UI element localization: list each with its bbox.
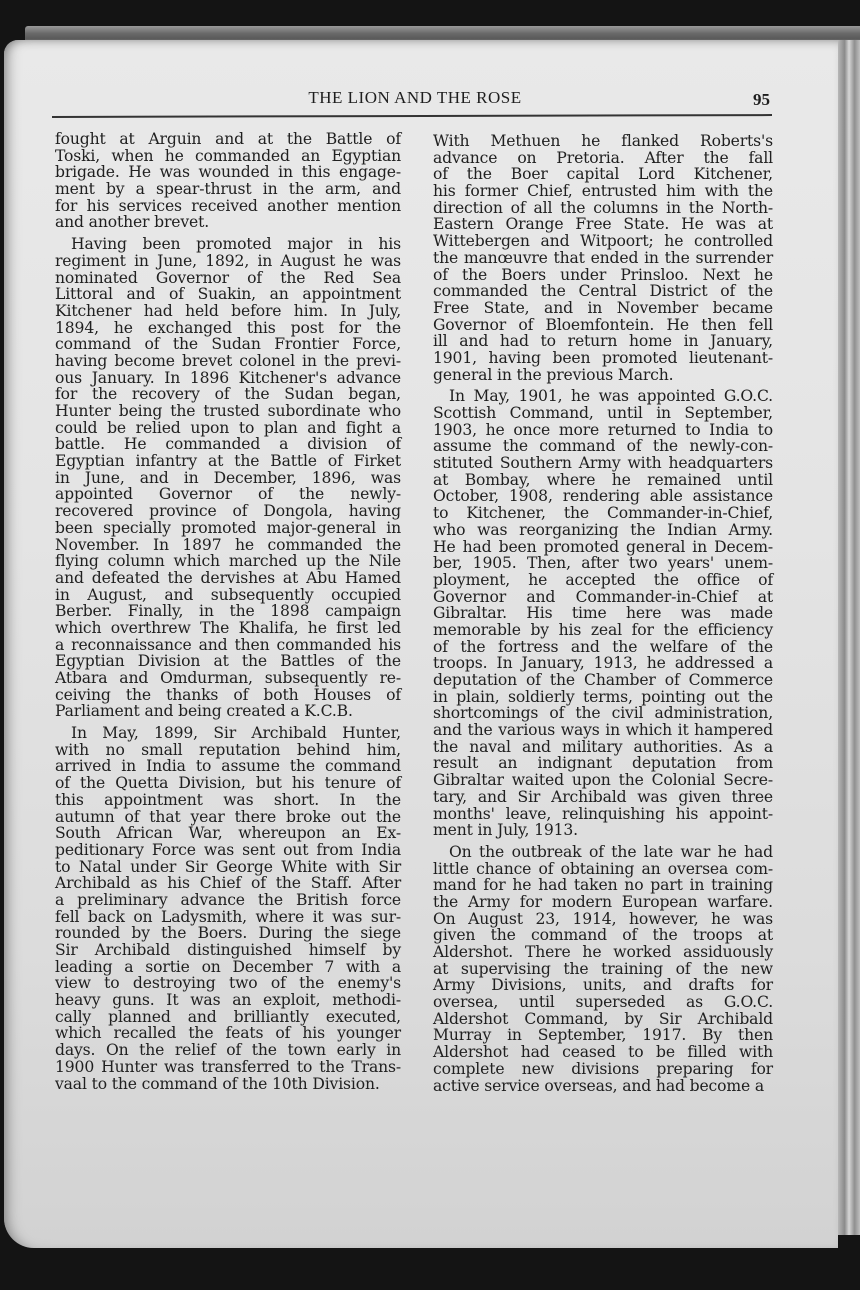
text-line: 1900 Hunter was transferred to the Trans- <box>55 1057 401 1076</box>
text-line: tary, and Sir Archibald was given three <box>433 787 773 806</box>
text-line: having become brevet colonel in the previ- <box>55 351 401 370</box>
paragraph <box>55 131 401 231</box>
text-line: ment by a spear-thrust in the arm, and <box>55 180 401 199</box>
text-line: months' leave, relinquishing his appoint- <box>433 804 773 823</box>
text-line: in August, and subsequently occupied <box>55 585 401 604</box>
text-line: heavy guns. It was an exploit, methodi- <box>55 991 401 1010</box>
text-line: He had been promoted general in Decem- <box>433 537 773 556</box>
text-line: of the Boer capital Lord Kitchener, <box>433 165 773 184</box>
text-line: of the fortress and the welfare of the <box>433 637 773 656</box>
text-line: appointed Governor of the newly- <box>55 485 401 504</box>
text-line: deputation of the Chamber of Commerce <box>433 671 773 689</box>
text-line: Egyptian infantry at the Battle of Firket <box>55 452 401 471</box>
text-line: shortcomings of the civil administration, <box>433 704 773 723</box>
text-line: peditionary Force was sent out from India <box>55 840 401 859</box>
text-line: active service overseas, and had become a <box>433 1076 765 1095</box>
text-line: fell back on Ladysmith, where it was sur- <box>55 907 401 926</box>
text-line: little chance of obtaining an oversea com- <box>433 859 773 878</box>
text-line: battle. He commanded a division of <box>55 435 401 454</box>
text-line: vaal to the command of the 10th Division. <box>55 1074 380 1093</box>
text-line: Eastern Orange Free State. He was at <box>433 215 773 234</box>
page-number: 95 <box>753 90 770 109</box>
text-line: with no small reputation behind him, <box>55 740 401 759</box>
text-line: 1901, having been promoted lieutenant- <box>433 348 773 367</box>
text-line: of the Quetta Division, but his tenure of <box>55 774 401 793</box>
text-line: commanded the Central District of the <box>433 282 773 301</box>
text-line: Toski, when he commanded an Egyptian <box>55 146 401 165</box>
text-line: In May, 1901, he was appointed G.O.C. <box>449 387 773 406</box>
text-line: Atbara and Omdurman, subsequently re- <box>55 669 401 687</box>
text-line: which recalled the feats of his younger <box>55 1024 401 1043</box>
text-line: his former Chief, entrusted him with the <box>433 182 773 201</box>
text-line: result an indignant deputation from <box>433 754 773 773</box>
text-line: a preliminary advance the British force <box>55 890 401 909</box>
text-line: Hunter being the trusted subordinate who <box>55 402 401 420</box>
book-page-edges <box>838 40 860 1235</box>
text-line: Berber. Finally, in the 1898 campaign <box>55 602 401 621</box>
text-line: for the recovery of the Sudan began, <box>55 385 401 404</box>
text-line: 1903, he once more returned to India to <box>433 420 773 439</box>
text-line: command of the Sudan Frontier Force, <box>55 335 401 354</box>
text-line: recovered province of Dongola, having <box>55 502 401 521</box>
text-line: rounded by the Boers. During the siege <box>55 924 401 943</box>
text-line: Sir Archibald distinguished himself by <box>55 941 401 959</box>
text-line: November. In 1897 he commanded the <box>55 535 401 554</box>
running-title: THE LION AND THE ROSE <box>308 88 522 107</box>
text-line: Wittebergen and Witpoort; he controlled <box>433 232 773 251</box>
text-line: troops. In January, 1913, he addressed a <box>433 654 773 673</box>
text-line: which overthrew The Khalifa, he first led <box>55 618 401 637</box>
paragraph <box>433 844 773 1094</box>
text-line: days. On the relief of the town early in <box>55 1041 401 1060</box>
text-line: mand for he had taken no part in training <box>433 876 773 895</box>
text-line: Free State, and in November became <box>433 298 773 317</box>
text-line: October, 1908, rendering able assistance <box>433 487 773 506</box>
text-line: 1894, he exchanged this post for the <box>55 318 401 337</box>
text-line: at supervising the training of the new <box>433 959 773 978</box>
text-line: to Natal under Sir George White with Sir <box>55 857 401 876</box>
text-line: Governor of Bloemfontein. He then fell <box>433 315 773 334</box>
text-line: Egyptian Division at the Battles of the <box>55 652 401 671</box>
text-line: With Methuen he flanked Roberts's <box>433 132 773 150</box>
text-line: memorable by his zeal for the efficiency <box>433 620 773 639</box>
text-line: in June, and in December, 1896, was <box>55 468 401 487</box>
text-line: for his services received another mention <box>55 196 401 215</box>
text-line: assume the command of the newly-con- <box>433 437 773 456</box>
text-line: On August 23, 1914, however, he was <box>433 909 773 928</box>
text-line: ill and had to return home in January, <box>433 332 773 351</box>
right-column <box>433 133 773 1094</box>
text-line: at Bombay, where he remained until <box>433 470 773 489</box>
text-line: complete new divisions preparing for <box>433 1059 773 1078</box>
text-line: Aldershot had ceased to be filled with <box>433 1043 773 1062</box>
text-line: general in the previous March. <box>433 365 674 384</box>
text-line: in plain, soldierly terms, pointing out the <box>433 687 773 706</box>
text-line: autumn of that year there broke out the <box>55 807 401 826</box>
text-line: leading a sortie on December 7 with a <box>55 957 401 976</box>
text-line: ceiving the thanks of both Houses of <box>55 685 401 704</box>
text-line: nominated Governor of the Red Sea <box>55 268 401 287</box>
text-line: direction of all the columns in the North- <box>433 198 773 217</box>
text-line: cally planned and brilliantly executed, <box>55 1007 401 1026</box>
text-line: to Kitchener, the Commander-in-Chief, <box>433 504 773 523</box>
text-line: been specially promoted major-general in <box>55 518 401 537</box>
left-column <box>55 131 401 1092</box>
text-line: Archibald as his Chief of the Staff. After <box>55 874 401 893</box>
text-line: arrived in India to assume the command <box>55 757 401 776</box>
text-line: fought at Arguin and at the Battle of <box>55 130 401 148</box>
text-line: and defeated the dervishes at Abu Hamed <box>55 568 401 587</box>
text-line: ment in July, 1913. <box>433 821 578 840</box>
text-line: ous January. In 1896 Kitchener's advance <box>55 368 401 387</box>
text-line: In May, 1899, Sir Archibald Hunter, <box>71 724 401 743</box>
text-line: oversea, until superseded as G.O.C. <box>433 993 773 1012</box>
text-line: the Army for modern European warfare. <box>433 892 773 911</box>
text-line: Aldershot Command, by Sir Archibald <box>433 1009 773 1028</box>
paragraph <box>55 725 401 1092</box>
text-line: a reconnaissance and then commanded his <box>55 635 401 654</box>
text-line: On the outbreak of the late war he had <box>449 842 773 861</box>
text-line: Scottish Command, until in September, <box>433 404 773 422</box>
text-line: who was reorganizing the Indian Army. <box>433 520 773 539</box>
text-line: advance on Pretoria. After the fall <box>433 148 773 167</box>
text-line: and another brevet. <box>55 213 210 232</box>
text-line: South African War, whereupon an Ex- <box>55 824 401 843</box>
text-line: stituted Southern Army with headquarters <box>433 454 773 473</box>
text-line: given the command of the troops at <box>433 926 773 945</box>
text-line: the naval and military authorities. As a <box>433 737 773 756</box>
text-line: regiment in June, 1892, in August he was <box>55 251 401 270</box>
text-line: Aldershot. There he worked assiduously <box>433 943 773 961</box>
paragraph <box>433 133 773 383</box>
paragraph <box>433 388 773 839</box>
text-line: Parliament and being created a K.C.B. <box>55 702 353 721</box>
text-line: and the various ways in which it hampered <box>433 721 773 740</box>
text-line: of the Boers under Prinsloo. Next he <box>433 265 773 284</box>
text-line: Governor and Commander-in-Chief at <box>433 587 773 606</box>
text-line: Gibraltar. His time here was made <box>433 604 773 623</box>
text-line: could be relied upon to plan and fight a <box>55 418 401 437</box>
text-line: Littoral and of Suakin, an appointment <box>55 285 401 304</box>
paragraph <box>55 236 401 720</box>
text-line: Murray in September, 1917. By then <box>433 1026 773 1045</box>
text-line: Gibraltar waited upon the Colonial Secre- <box>433 771 773 790</box>
text-line: ber, 1905. Then, after two years' unem- <box>433 554 773 573</box>
text-line: this appointment was short. In the <box>55 790 401 809</box>
text-line: Kitchener had held before him. In July, <box>55 301 401 320</box>
text-line: flying column which marched up the Nile <box>55 552 401 571</box>
text-line: brigade. He was wounded in this engage- <box>55 163 401 182</box>
text-line: view to destroying two of the enemy's <box>55 974 401 993</box>
running-header <box>60 88 770 114</box>
text-line: Army Divisions, units, and drafts for <box>433 976 773 995</box>
text-line: the manœuvre that ended in the surrender <box>433 248 773 267</box>
text-line: Having been promoted major in his <box>71 235 401 254</box>
text-line: ployment, he accepted the office of <box>433 570 773 589</box>
